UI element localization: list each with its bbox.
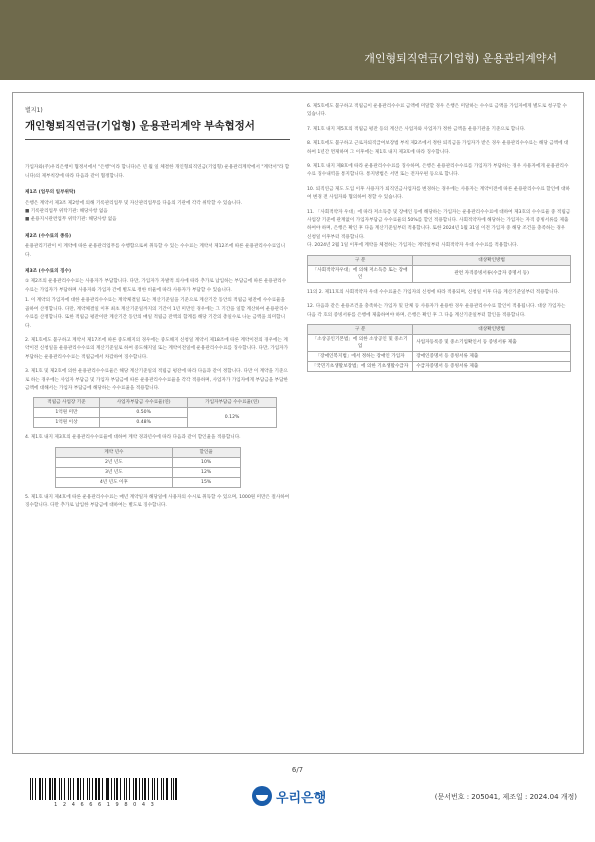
barcode-bar — [129, 778, 130, 800]
table-row — [308, 265, 571, 282]
document-number: (문서번호 : 205041, 제조일 : 2024.04 개정) — [434, 793, 577, 801]
weak-type: 「사회적약자우대」에 의해 저소득층 또는 장애인 — [308, 265, 413, 282]
clause-7: 7. 제1호 내지 제5호의 적립금 평잔 등의 계산은 사업자와 사업자가 정한 금액을 운용기관을 기준으로 합니다. — [307, 126, 526, 132]
title-rule — [25, 139, 290, 140]
barcode-bar — [30, 778, 31, 800]
table-row — [56, 477, 241, 487]
condition-type: 「소상공인기본법」에 의한 소상공인 및 중소기업 — [308, 334, 413, 351]
clause-8: 8. 제1호에도 불구하고 근로자퇴직급여보장법 부칙 제2조에서 정한 퇴직금을 가입자가 받은 경우 운용관리수수료는 해당 금액에 대하여 1년간 면제하며 그 이후에는 제1호 내지 제3호에 따라 징수합니다. — [307, 141, 569, 155]
barcode-bar — [32, 778, 33, 800]
barcode-bar — [135, 778, 136, 800]
barcode-bar — [54, 778, 56, 800]
discount-period: 2년 년도 — [56, 457, 173, 467]
barcode-bar — [114, 778, 115, 800]
article-3-para-5: 4. 제1호 내지 제3호의 운용관리수수료율에 대하여 계약 경과년수에 따라 다음과 같이 할인율을 적용합니다. — [25, 435, 241, 441]
table-row — [56, 457, 241, 467]
intro-text: 가입자와(주)우리은행이 협정서에서 "은행"이라 합니다)은 년 월 일 체결한 개인형퇴직연금(기업형) 운용관리계약에서 "계약서"라 합니다)의 제부칙장에 따라 다음과 같이 협정합니다. — [25, 165, 290, 179]
barcode-bar — [106, 778, 107, 800]
barcode-bar — [120, 778, 121, 800]
barcode-bar — [95, 778, 97, 800]
bank-logo-icon — [252, 786, 272, 806]
barcode — [30, 778, 180, 800]
barcode-bar — [98, 778, 99, 800]
barcode-bar — [126, 778, 127, 800]
document-frame — [12, 92, 584, 754]
barcode-bar — [80, 778, 81, 800]
rate-header-basis: 적립금 사업장 기준 — [34, 398, 100, 408]
barcode-bar — [152, 778, 153, 800]
article-1-item-2: ■ 운용지시관련업무 위탁기관: 해당사항 없음 — [25, 217, 117, 223]
barcode-bar — [166, 778, 168, 800]
barcode-bar — [87, 778, 88, 800]
article-3-para-1: ① 제2조의 운용관리수수료는 사용자가 부담합니다. 다만, 가입자가 자발적 의사에 따라 추가로 납입하는 부담금에 따른 운용관리수수료는 가입자가 부담하며 사용자와 가입자 간에 별도로 정한 비율에 따라 사용자가 부담할 수 있습니다. — [25, 279, 287, 293]
discount-rate: 12% — [172, 467, 240, 477]
barcode-bar — [92, 778, 93, 800]
rate-personal: 0.12% — [188, 408, 276, 428]
document-title: 개인형퇴직연금(기업형) 운용관리계약서 — [364, 52, 557, 65]
barcode-bar — [52, 778, 53, 800]
article-3-title: 제3조 (수수료의 징수) — [25, 269, 72, 275]
condition-header-method: 대상확인방법 — [413, 324, 571, 334]
barcode-bar — [64, 778, 65, 800]
barcode-bar — [148, 778, 149, 800]
table-row — [308, 351, 571, 361]
discount-period: 3년 년도 — [56, 467, 173, 477]
barcode-bar — [124, 778, 125, 800]
barcode-bar — [161, 778, 162, 800]
condition-method: 장애인증명서 등 증빙서류 제출 — [413, 351, 571, 361]
table-row — [56, 467, 241, 477]
barcode-bar — [142, 778, 143, 800]
clause-11: 11. 「사회적약자 우대」에 따라 저소득층 및 장애인 등에 해당하는 가입자는 운용관리수수료에 대하여 제3호의 수수료율 중 적립금 사업장 기준에 관계없이 가입자부담금 수수료율의 50%를 할인 적용합니다. 사회적약자에 해당하는 가입자는 자격 증빙서류를 제출하여야 하며, 은행은 확인 후 다음 계산기준일부터 적용합니다. 또한 2024년 1월 31일 이전 가입자 중 해당 조건을 충족하는 경우 신청일 이후부터 적용합니다. — [307, 209, 571, 240]
clause-11-2: 11의 2. 제11호의 사회적약자 우대 수수료율은 가입자의 신청에 따라 적용되며, 신청일 이후 다음 계산기준일부터 적용합니다. — [307, 289, 560, 295]
article-1-title: 제1조 (업무의 일부위탁) — [25, 190, 76, 196]
bank-logo — [252, 786, 326, 806]
discount-period: 4년 년도 이후 — [56, 477, 173, 487]
condition-type: 「국민기초생활보장법」에 의한 기초생활수급자 — [308, 361, 413, 371]
clause-6: 6. 제5호에도 불구하고 적립금이 운용관리수수료 금액에 미달할 경우 은행은 미달하는 수수료 금액을 가입자에게 별도로 청구할 수 있습니다. — [307, 104, 567, 118]
weak-method: 관련 자격증빙서류(수급자 증명서 등) — [413, 265, 571, 282]
barcode-bar — [77, 778, 79, 800]
article-3-para-3: 2. 제1호에도 불구하고 계약서 제17조에 따른 중도해지의 경우에는 중도해지 신청일 계약서 제18조에 따른 계약이전의 경우에는 계약이전 신청일을 운용관리수수료의 계산기준일로 하여 중도해지일 또는 계약이전일에 운용관리수수료를 징수합니다. 다만, 가입자가 부담하는 운용관리수수료는 적립금에서 차감하여 징수합니다. — [25, 337, 289, 360]
condition-table — [307, 324, 571, 372]
discount-rate: 15% — [172, 477, 240, 487]
barcode-bar — [163, 778, 164, 800]
barcode-bar — [59, 778, 60, 800]
table-row — [34, 408, 277, 418]
discount-rate: 10% — [172, 457, 240, 467]
barcode-bar — [116, 778, 118, 800]
clause-10: 10. 퇴직연금 제도 도입 이후 사용자가 퇴직연금사업자를 변경하는 경우에는 사용자는 계약이전에 따른 운용관리수수료 할인에 대하여 변경 전 사업자와 협의하여 정할 수 있습니다. — [307, 186, 570, 201]
rate-range: 1억원 이상 — [34, 418, 100, 428]
barcode-bar — [144, 778, 146, 800]
barcode-bar — [49, 778, 50, 800]
condition-method: 수급자증명서 등 증빙서류 제출 — [413, 361, 571, 371]
barcode-bar — [171, 778, 172, 800]
clause-9: 9. 제1호 내지 제8호에 따라 운용관리수수료를 징수하며, 은행은 운용관리수수료를 가입자가 부담하는 경우 사용자에게 운용관리수수료 징수내역을 통지합니다. 통지방법은 서면 또는 전자우편 등으로 합니다. — [307, 164, 569, 178]
barcode-bar — [68, 778, 69, 800]
rate-employer: 0.48% — [99, 418, 187, 428]
header-band — [0, 0, 595, 80]
barcode-number: 1 2 4 6 6 6 1 9 8 0 4 3 — [54, 802, 156, 808]
article-3-para-2: 1. 이 계약의 가입자에 대한 운용관리수수료는 계약체결일 또는 계산기준일을 기준으로 계산기간 동안의 적립금 평잔에 수수료율을 곱하여 산정합니다. 다만, 계약체결일 이후 최초 계산기준일까지의 기간이 1년 미만인 경우에는 그 기간을 일할 계산하여 운용관리수수료를 산정합니다. 또한 적립금 평잔이란 계산기간 동안의 매일 적립금 잔액의 합계를 해당 기간의 총일수로 나눈 금액을 의미합니다. — [25, 298, 288, 329]
condition-type: 「장애인복지법」에서 정하는 장애인 가입자 — [308, 351, 413, 361]
weak-group-table — [307, 255, 571, 283]
condition-header-type: 구 분 — [308, 324, 413, 334]
fee-rate-table — [33, 397, 277, 428]
weak-header-type: 구 분 — [308, 255, 413, 265]
barcode-bar — [83, 778, 84, 800]
article-3-para-6: 5. 제1호 내지 제4호에 따른 운용관리수수료는 매년 계약일자 해당일에 사용자의 수시로 취득할 수 있으며, 1000원 미만은 절사하여 징수합니다. 다만 추가로 납입한 부담금에 대하여는 별도로 징수합니다. — [25, 494, 290, 509]
barcode-bar — [139, 778, 140, 800]
article-1-body: 은행은 계약서 제3조 제2항에 의해 기록관리업무 및 자산관리업무를 다음의 기관에 각각 위탁할 수 있습니다. — [25, 200, 243, 206]
barcode-bar — [175, 778, 176, 800]
weak-header-method: 대상확인방법 — [413, 255, 571, 265]
barcode-bar — [173, 778, 174, 800]
barcode-bar — [35, 778, 36, 800]
article-2-body: 운용관리기관이 이 계약에 따른 운용관리업무를 수행함으로써 취득할 수 있는 수수료는 계약서 제12조에 따른 운용관리수수료입니다. — [25, 244, 286, 258]
article-1-item-1: ■ 기록관리업무 위탁기관: 해당사항 없음 — [25, 209, 108, 215]
agreement-title: 개인형퇴직연금(기업형) 운용관리계약 부속협정서 — [25, 120, 255, 133]
barcode-bar — [61, 778, 62, 800]
table-row — [308, 361, 571, 371]
rate-employer: 0.50% — [99, 408, 187, 418]
bank-name: 우리은행 — [276, 790, 327, 806]
table-row — [308, 334, 571, 351]
page-number: 6/7 — [291, 766, 304, 774]
barcode-bar — [70, 778, 71, 800]
clause-12: 12. 다음과 같은 운용조건을 충족하는 가입자 및 단체 등 사용자가 운용한 경우 운용관리수수료 할인이 적용됩니다. 대상 가입자는 다음 각 호의 증빙서류를 은행에 제출하여야 하며, 은행은 확인 후 그 다음 계산기준일부터 할인을 적용합니다. — [307, 304, 566, 318]
barcode-bar — [111, 778, 112, 800]
barcode-bar — [45, 778, 46, 800]
rate-header-personal: 가입자부담금 수수료율(연) — [188, 398, 276, 408]
discount-header-rate: 할인율 — [172, 447, 240, 457]
barcode-bar — [89, 778, 90, 800]
barcode-bar — [154, 778, 155, 800]
barcode-bar — [107, 778, 108, 800]
doc-tag: 별지1) — [25, 107, 43, 114]
discount-table — [55, 447, 241, 488]
rate-range: 1억원 미만 — [34, 408, 100, 418]
left-column — [25, 93, 290, 511]
rate-header-employer: 사업자부담금 수수료율(연) — [99, 398, 187, 408]
right-column — [307, 93, 571, 378]
condition-method: 사업자등록증 및 중소기업확인서 등 증빙서류 제출 — [413, 334, 571, 351]
barcode-bar — [42, 778, 43, 800]
clause-11-note: 다. 2024년 2월 1일 이후에 계약을 체결하는 가입자는 계약일부터 사회적약자 우대 수수료를 적용합니다. — [307, 243, 519, 249]
discount-header-period: 계약 년수 — [56, 447, 173, 457]
barcode-bar — [102, 778, 103, 800]
barcode-bar — [39, 778, 41, 800]
barcode-bar — [157, 778, 158, 800]
barcode-bar — [73, 778, 74, 800]
barcode-bar — [133, 778, 134, 800]
article-3-para-4: 3. 제1호 및 제2호에 의한 운용관리수수료율은 해당 계산기준일의 적립금 평잔에 따라 다음과 같이 정합니다. 다만 이 계약을 기준으로 하는 경우에는 사업자 부담금 및 가입자 부담금에 따른 운용관리수수료율을 각각 적용하며, 사업자가 가입자에게 부담금을 부담한 금액에 대해서는 가입자 부담금에 해당하는 수수료율을 적용합니다. — [25, 369, 288, 391]
article-2-title: 제2조 (수수료의 종류) — [25, 233, 72, 239]
